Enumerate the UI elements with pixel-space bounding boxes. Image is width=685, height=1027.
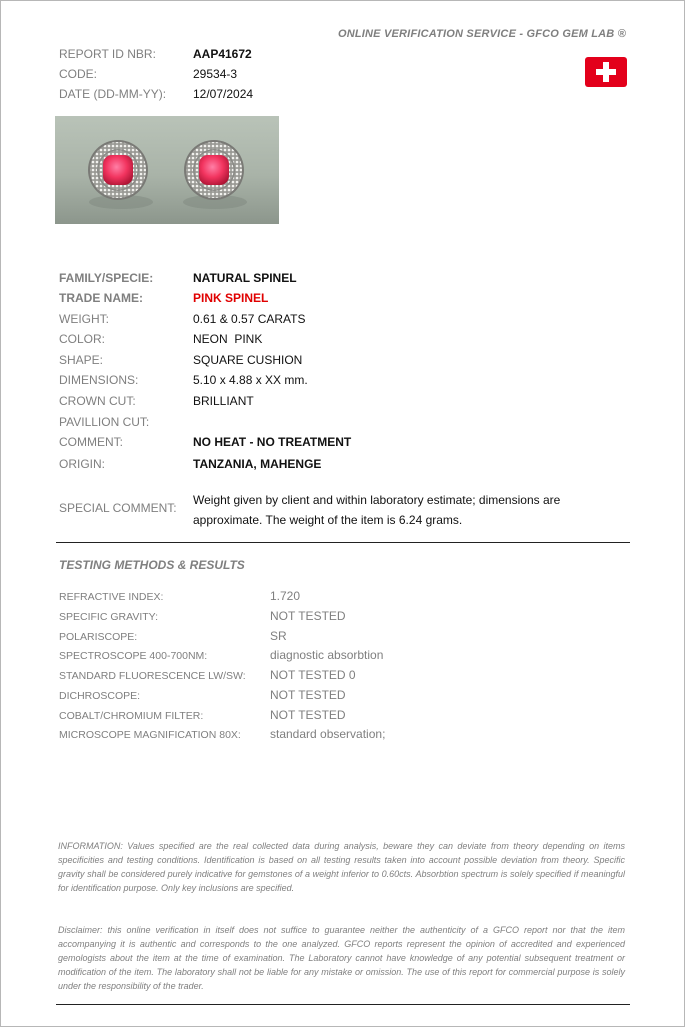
code-label: CODE: [59, 67, 98, 81]
report-id-value: AAP41672 [193, 47, 252, 61]
shape-label: SHAPE: [59, 353, 104, 367]
test-value: NOT TESTED [270, 708, 346, 722]
test-value: NOT TESTED 0 [270, 668, 356, 682]
test-label: COBALT/CHROMIUM FILTER: [59, 710, 204, 722]
date-label: DATE (DD-MM-YY): [59, 87, 167, 101]
test-value: 1.720 [270, 589, 301, 603]
trade-name-label: TRADE NAME: [59, 291, 143, 305]
gem-photo [55, 116, 279, 224]
information-text: INFORMATION: Values specified are the real collected data during analysis, beware they can deviate from theory depending on items specificities and testing conditions. Identification is based on all testing results taken into account possible deviation from theory. Specific gravity shall be considered purely indicative for gemstones of a weight inferior to 0.60cts. Absorbtion spectrum is solely specified if meaningful for identification purpose. Only key inclusions are specified. [58, 841, 625, 893]
test-label: REFRACTIVE INDEX: [59, 591, 164, 603]
weight-value: 0.61 & 0.57 CARATS [193, 312, 306, 326]
service-header: ONLINE VERIFICATION SERVICE - GFCO GEM LAB ® [337, 28, 626, 40]
special-comment-label: SPECIAL COMMENT: [59, 501, 177, 515]
special-comment-value: Weight given by client and within laboratory estimate; dimensions are approximate. The weight of the item is 6.24 grams. [193, 493, 561, 527]
test-label: MICROSCOPE MAGNIFICATION 80X: [59, 729, 241, 741]
comment-value: NO HEAT - NO TREATMENT [193, 435, 352, 449]
crown-cut-label: CROWN CUT: [59, 394, 136, 408]
test-value: NOT TESTED [270, 609, 346, 623]
test-value: NOT TESTED [270, 688, 346, 702]
trade-name-value: PINK SPINEL [193, 291, 269, 305]
family-value: NATURAL SPINEL [193, 271, 297, 285]
test-label: DICHROSCOPE: [59, 690, 141, 702]
color-label: COLOR: [59, 332, 106, 346]
crown-cut-value: BRILLIANT [193, 394, 254, 408]
color-value: NEON PINK [193, 332, 263, 346]
pavillion-cut-label: PAVILLION CUT: [59, 415, 150, 429]
dimensions-value: 5.10 x 4.88 x XX mm. [193, 373, 308, 387]
origin-value: TANZANIA, MAHENGE [193, 457, 322, 471]
swiss-flag-icon [585, 57, 627, 87]
code-value: 29534-3 [193, 67, 238, 81]
bottom-divider [56, 1004, 630, 1005]
test-label: SPECIFIC GRAVITY: [59, 611, 158, 623]
date-value: 12/07/2024 [193, 87, 254, 101]
test-label: STANDARD FLUORESCENCE LW/SW: [59, 670, 246, 682]
test-value: SR [270, 629, 287, 643]
shape-value: SQUARE CUSHION [193, 353, 303, 367]
family-label: FAMILY/SPECIE: [59, 271, 154, 285]
comment-label: COMMENT: [59, 435, 123, 449]
report-id-label: REPORT ID NBR: [59, 47, 156, 61]
test-value: diagnostic absorbtion [270, 648, 384, 662]
origin-label: ORIGIN: [59, 457, 106, 471]
testing-title: TESTING METHODS & RESULTS [59, 558, 245, 572]
test-label: SPECTROSCOPE 400-700NM: [59, 650, 208, 662]
test-label: POLARISCOPE: [59, 631, 138, 643]
weight-label: WEIGHT: [59, 312, 109, 326]
test-value: standard observation; [270, 727, 386, 741]
divider [56, 542, 630, 543]
disclaimer-text: Disclaimer: this online verification in itself does not suffice to guarantee neither the authenticity of a GFCO report nor that the item accompanying it is authentic and corresponds to the one analyzed. GFCO reports represent the opinion of accredited and experienced gemologists about the item at the time of examination. The Laboratory cannot have knowledge of any potential subsequent treatment or modification of the item. The laboratory shall not be liable for any mistake or omission. The use of this report for commercial purpose is solely under the responsibility of the trader. [58, 925, 625, 991]
dimensions-label: DIMENSIONS: [59, 373, 139, 387]
